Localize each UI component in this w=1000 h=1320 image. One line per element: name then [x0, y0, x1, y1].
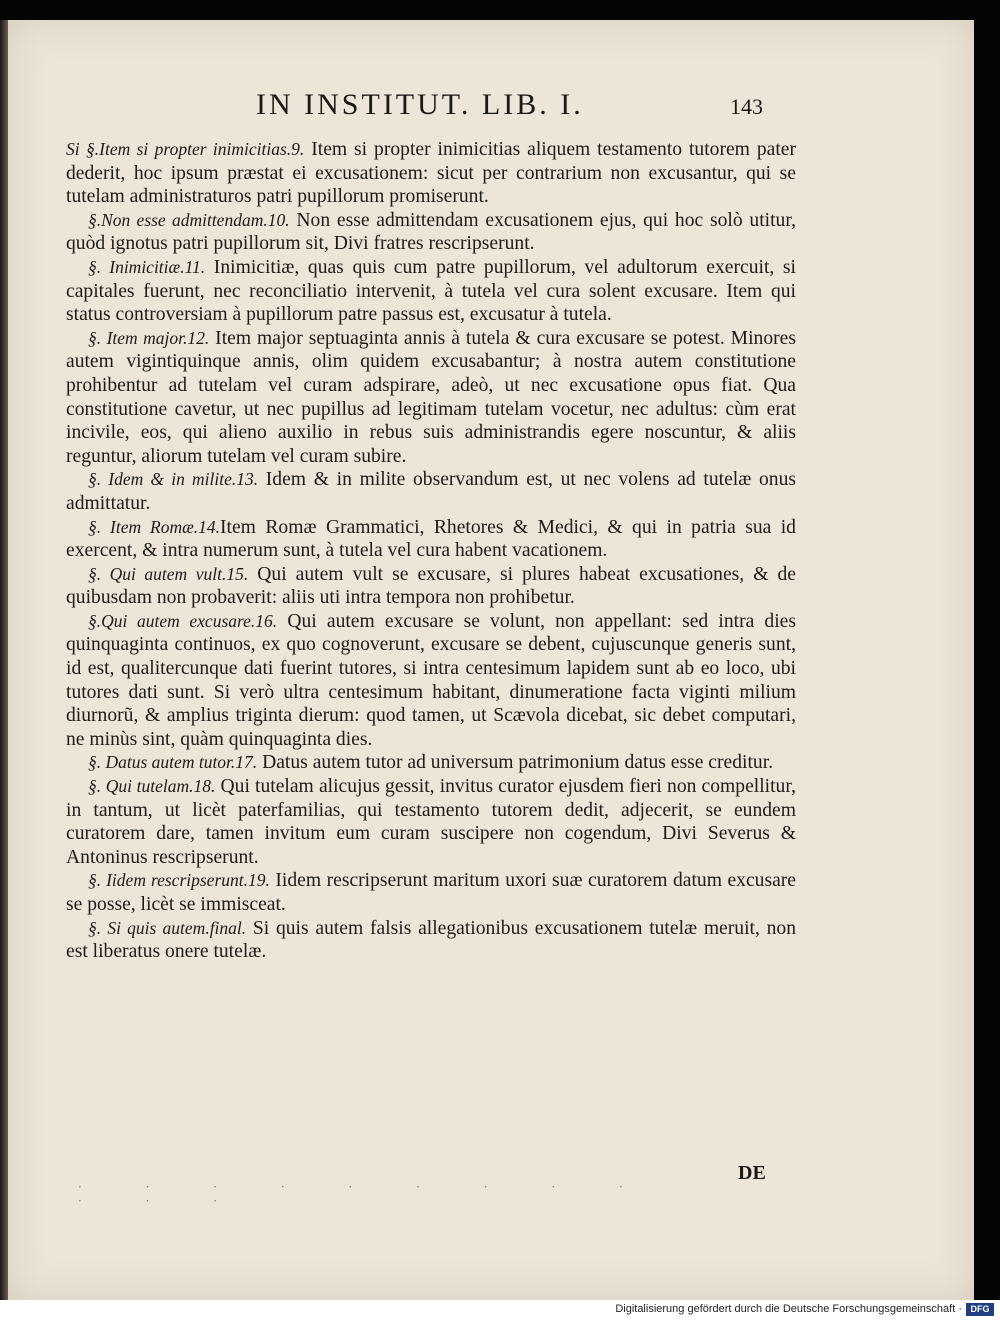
paragraph-caption: §. Qui autem vult.15.	[88, 563, 249, 584]
paragraph-caption: §. Iidem rescripserunt.19.	[88, 870, 270, 891]
paragraph-text: Iidem rescripserunt maritum uxori suæ curatorem datum excusare se posse, licèt se immisceat.	[66, 870, 796, 915]
paragraph-caption: §. Si quis autem.final.	[88, 917, 247, 938]
paragraph	[66, 327, 796, 469]
paragraph-caption: §.Non esse admittendam.10.	[88, 209, 290, 230]
paragraph	[66, 468, 796, 515]
paragraph	[66, 775, 796, 869]
running-head: IN INSTITUT. LIB. I.	[256, 88, 584, 121]
paragraph-text: Datus autem tutor ad universum patrimonium datus esse creditur.	[257, 752, 774, 774]
paragraph-text: Qui tutelam alicujus gessit, invitus curator ejusdem fieri non compellitur, in tantum, ut licèt paterfamilias, qui testamento tutorem dedit, adjecerit, se eundem curatorem dare, tamen invitum eum curam suscipere non cogendum, Divi Severus & Antoninus rescripserunt.	[66, 776, 796, 868]
paragraph-caption: §. Datus autem tutor.17.	[88, 752, 258, 773]
page-left-edge	[0, 20, 8, 1300]
funding-credit: Digitalisierung gefördert durch die Deutsche Forschungsgemeinschaft ·	[615, 1303, 962, 1315]
paragraph-caption: Si §.Item si propter inimicitias.9.	[66, 139, 305, 159]
paragraph-text: Item si propter inimicitias aliquem testamento tutorem pater dederit, hoc ipsum præstat ei excusationem: sicut per contrarium non excusantur, qui se tutelam administraturos patri pupillorum promiserunt.	[66, 139, 796, 208]
page-number: 143	[730, 94, 763, 119]
catchword: DE	[738, 1162, 766, 1184]
paragraph-text: Non esse admittendam excusationem ejus, qui hoc solò utitur, quòd ignotus patri pupillorum sit, Divi fratres rescripserunt.	[66, 209, 796, 255]
paragraph-caption: §. Item Romæ.14.	[88, 516, 221, 537]
text-block	[66, 138, 796, 964]
page-header	[8, 82, 974, 132]
paragraph-caption: §.Qui autem excusare.16.	[88, 610, 278, 631]
paragraph	[66, 869, 796, 916]
paragraph	[66, 610, 796, 752]
footer-bar	[0, 1300, 1000, 1320]
paragraph	[66, 563, 796, 610]
paragraph-caption: §. Item major.12.	[88, 327, 210, 348]
paragraph-text: Qui autem vult se excusare, si plures habeat excusationes, & de quibusdam non probaverit: aliis uti intra tempora non prohibetur.	[66, 563, 796, 609]
paragraph-caption: §. Qui tutelam.18.	[88, 776, 216, 797]
paper-specks: · · · · · · · · · · · ·	[78, 1180, 653, 1208]
paragraph-text: Si quis autem falsis allegationibus excusationem tutelæ meruit, non est liberatus onere tutelæ.	[66, 917, 796, 963]
paragraph-caption: §. Idem & in milite.13.	[88, 469, 259, 490]
paragraph-text: Idem & in milite observandum est, ut nec volens ad tutelæ onus admittatur.	[66, 469, 797, 514]
paragraph	[66, 751, 796, 775]
paragraph	[66, 516, 796, 563]
paragraph	[66, 209, 796, 256]
paragraph-text: Qui autem excusare se volunt, non appellant: sed intra dies quinquaginta continuos, ex quo cognoverunt, excusare se debent, cujuscunque generis sunt, id est, qualitercunque dati fuerint tutores, si intra centesimum lapidem sunt ab eo loco, ubi tutores dati sunt. Si verò ultra centesimum habitant, dinumeratione facta viginti milium diurnorũ, & amplius triginta dierum: quod tamen, ut Scævola dicebat, sic debet computari, ne minùs sint, quàm quinquaginta dies.	[66, 610, 796, 750]
paragraph-text: Item Romæ Grammatici, Rhetores & Medici, & qui in patria sua id exercent, & intra numerum sunt, à tutela vel cura habent vacationem.	[66, 516, 796, 562]
paragraph-text: Item major septuaginta annis à tutela & cura excusare se potest. Minores autem vigintiquinque annis, olim quidem excusabantur; à nostra autem constitutione prohibentur ad tutelam vel curam adspirare, adeò, ut nec excusatione opus fiat. Qua constitutione cavetur, ut nec pupillus ad legitimam tutelam vocetur, nec adultus: cùm erat incivile, eos, qui alieno auxilio in rebus suis administrandis egere noscuntur, & aliis reguntur, aliorum tutelam vel curam subire.	[66, 327, 796, 467]
paragraph	[66, 256, 796, 327]
paragraph	[66, 917, 796, 964]
paragraph-caption: §. Inimicitiæ.11.	[88, 256, 206, 277]
dfg-logo: DFG	[966, 1303, 994, 1316]
paragraph-text: Inimicitiæ, quas quis cum patre pupillorum, vel adultorum exercuit, si capitales fuerunt, nec reconciliatio intervenit, à tutela vel cura solent excusare. Item qui status controversiam à pupillorum patre passus est, excusatur à tutela.	[66, 256, 797, 326]
paragraph	[66, 138, 796, 209]
book-page	[8, 20, 974, 1300]
